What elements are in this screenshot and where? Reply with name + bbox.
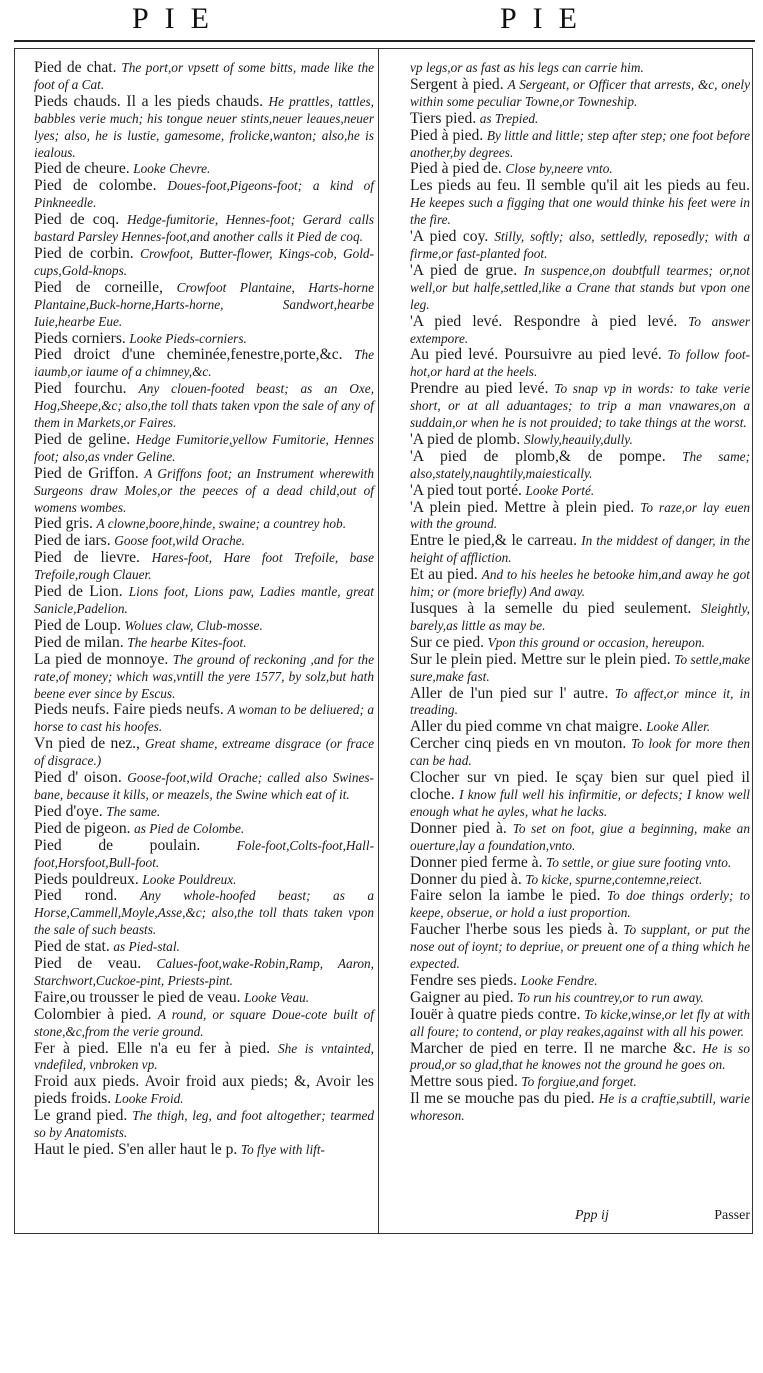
entry-headword: Fendre ses pieds.: [410, 971, 517, 989]
dictionary-entry: [34, 838, 374, 872]
dictionary-entry: [34, 956, 374, 990]
entry-headword: Donner du pied à.: [410, 870, 522, 888]
dictionary-entry: [410, 77, 750, 111]
entry-definition: as Trepied.: [479, 110, 539, 126]
entry-definition: To settle,make sure,make fast.: [410, 651, 750, 684]
entry-headword: Colombier à pied.: [34, 1005, 152, 1023]
dictionary-entry: [34, 652, 374, 703]
entry-definition: To set on foot, giue a beginning, make an ouerture,lay a foundation,vnto.: [410, 820, 750, 853]
dictionary-entry: [410, 347, 750, 381]
dictionary-entry: [410, 314, 750, 348]
entry-definition: The same; also,stately,naughtily,maiestically.: [410, 448, 751, 481]
entry-definition: A Sergeant, or Officer that arrests, &c, onely within some peculiar Towne,or Towneship.: [410, 76, 750, 109]
dictionary-entry: [410, 449, 750, 483]
entry-headword: Sur ce pied.: [410, 633, 485, 651]
dictionary-entry: [410, 533, 750, 567]
entry-definition: The ground of reckoning ,and for the rate,of money; which was,vntill the yere 1577, by solz,but hath beene ever since by Escus.: [34, 651, 374, 701]
entry-headword: Pieds corniers.: [34, 329, 126, 347]
entry-definition: Looke Veau.: [244, 989, 310, 1005]
entry-definition: To affect,or mince it, in treading.: [410, 685, 751, 718]
entry-definition: Stilly, softly; also, settledly, reposedly; with a firme,or fast-planted foot.: [410, 229, 751, 261]
entry-definition: Crowfoot, Butter-flower, Kings-cob, Gold-cups,Gold-knops.: [34, 245, 374, 278]
dictionary-entry: [34, 939, 374, 956]
entry-definition: Looke Porté.: [525, 482, 595, 498]
dictionary-entry: [34, 618, 374, 635]
dictionary-entry: [34, 516, 374, 533]
entry-headword: Marcher de pied en terre. Il ne marche &c.: [410, 1039, 696, 1057]
dictionary-entry: [410, 652, 750, 686]
column-divider: [378, 48, 379, 1234]
entry-definition: Doues-foot,Pigeons-foot; a kind of Pinkneedle.: [34, 178, 375, 211]
entry-definition: Looke Chevre.: [133, 161, 211, 177]
dictionary-entry: [410, 567, 750, 601]
dictionary-entry: [34, 1108, 374, 1142]
dictionary-entry: [410, 1007, 750, 1041]
entry-headword: 'A pied de plomb,& de pompe.: [410, 447, 666, 465]
entry-definition: Looke Pouldreux.: [142, 871, 237, 887]
dictionary-entry: [410, 855, 750, 872]
entry-headword: Le grand pied.: [34, 1107, 128, 1125]
entry-headword: Pied de milan.: [34, 633, 124, 651]
dictionary-entry: [410, 432, 750, 449]
entry-headword: 'A pied de grue.: [410, 261, 518, 279]
entry-definition: In the middest of danger, in the height of affliction.: [410, 533, 751, 566]
entry-definition: Vpon this ground or occasion, hereupon.: [487, 634, 705, 650]
dictionary-entry: [34, 246, 374, 280]
entry-headword: 'A pied de plomb.: [410, 430, 521, 448]
entry-definition: To answer extempore.: [410, 313, 750, 346]
dictionary-entry: [410, 1091, 750, 1125]
dictionary-entry: [410, 263, 750, 314]
dictionary-entry: [410, 161, 750, 178]
entry-definition: Close by,neere vnto.: [505, 161, 613, 177]
entry-definition: He is a craftie,subtill, warie whoreson.: [410, 1091, 751, 1124]
signature-mark: Ppp ij: [575, 1208, 609, 1223]
entry-headword: Faire selon la iambe le pied.: [410, 887, 601, 905]
entry-headword: Pied fourchu.: [34, 380, 127, 398]
entry-headword: Pieds neufs. Faire pieds neufs.: [34, 701, 224, 719]
entry-headword: La pied de monnoye.: [34, 650, 169, 668]
dictionary-entry: [410, 686, 750, 720]
dictionary-entry: [34, 1074, 374, 1108]
dictionary-entry: [34, 872, 374, 889]
entry-definition: I know full well his infirmitie, or defects; I know well enough what he ayles, what he lacks.: [410, 786, 750, 819]
entry-definition: In suspence,on doubtfull tearmes; or,not well,or but halfe,settled,like a Crane that stands but vpon one leg.: [410, 262, 750, 312]
entry-headword: Pied de lievre.: [34, 549, 140, 567]
entry-headword: Et au pied.: [410, 566, 478, 584]
entry-definition: He keepes such a figging that one would thinke his feet were in the fire.: [410, 195, 750, 228]
dictionary-entry: [34, 331, 374, 348]
entry-definition: He is so proud,or so glad,that he knowes not the ground he goes on.: [410, 1040, 750, 1073]
dictionary-entry: [34, 178, 374, 212]
entry-headword: Froid aux pieds. Avoir froid aux pieds; &, Avoir les pieds froids.: [34, 1073, 374, 1108]
entry-definition: vp legs,or as fast as his legs can carrie him.: [410, 60, 644, 75]
dictionary-entry: [34, 347, 374, 381]
dictionary-entry: [410, 922, 750, 973]
entry-definition: Hedge Fumitorie,yellow Fumitorie, Hennes foot; also,as vnder Geline.: [34, 431, 374, 464]
dictionary-entry: [34, 1007, 374, 1041]
entry-headword: Pied de pigeon.: [34, 819, 131, 837]
entry-definition: Sleightly, barely,as little as may be.: [410, 601, 750, 633]
dictionary-entry: [34, 60, 374, 94]
entry-headword: Tiers pied.: [410, 109, 477, 127]
entry-headword: 'A pied tout porté.: [410, 481, 522, 499]
dictionary-entry: [34, 821, 374, 838]
entry-definition: The iaumb,or iaume of a chimney,&c.: [34, 347, 375, 380]
entry-headword: Pied à pied.: [410, 126, 484, 144]
entry-definition: To run his countrey,or to run away.: [517, 989, 704, 1005]
entry-headword: Donner pied ferme à.: [410, 853, 543, 871]
dictionary-entry: [410, 128, 750, 162]
entry-headword: Pied de corbin.: [34, 244, 134, 262]
entry-definition: A Griffons foot; an Instrument wherewith Surgeons draw Moles,or the peeces of a dead child,out of womens wombes.: [34, 465, 374, 515]
entry-definition: Hares-foot, Hare foot Trefoile, base Trefoile,rough Clauer.: [34, 550, 374, 583]
entry-headword: Pieds pouldreux.: [34, 870, 139, 888]
entry-headword: Pied de veau.: [34, 955, 142, 973]
entry-headword: Pied d' oison.: [34, 769, 122, 787]
entry-headword: Pied de colombe.: [34, 177, 157, 195]
dictionary-entry: [410, 973, 750, 990]
entry-headword: Iusques à la semelle du pied seulement.: [410, 600, 692, 617]
entry-definition: To forgiue,and forget.: [521, 1074, 637, 1090]
left-column: [34, 60, 374, 1159]
dictionary-entry: [34, 161, 374, 178]
entry-headword: Haut le pied. S'en aller haut le p.: [34, 1141, 238, 1158]
header-rule: [14, 40, 755, 42]
entry-headword: Pied gris.: [34, 515, 93, 533]
dictionary-entry: [34, 990, 374, 1007]
entry-definition: To kicke,winse,or let fly at with all foure; to contend, or play reakes,against with all his power.: [410, 1006, 750, 1039]
entry-headword: Pied droict d'une cheminée,fenestre,porte,&c.: [34, 346, 343, 364]
entry-definition: The thigh, leg, and foot altogether; tearmed so by Anatomists.: [34, 1108, 374, 1141]
entry-definition: Wolues claw, Club-mosse.: [124, 617, 263, 633]
entry-definition: To flye with lift-: [240, 1142, 325, 1157]
entry-definition: Goose foot,wild Orache.: [114, 533, 245, 549]
entry-definition: as Pied-stal.: [113, 939, 180, 955]
entry-headword: Pied de Loup.: [34, 616, 122, 634]
dictionary-entry: [410, 483, 750, 500]
entry-headword: Aller du pied comme vn chat maigre.: [410, 718, 643, 736]
entry-headword: Faire,ou trousser le pied de veau.: [34, 988, 241, 1006]
entry-definition: Looke Froid.: [114, 1091, 184, 1107]
dictionary-entry: [410, 990, 750, 1007]
dictionary-entry: [410, 111, 750, 128]
entry-headword: 'A plein pied. Mettre à plein pied.: [410, 498, 635, 516]
entry-headword: Pied de Griffon.: [34, 464, 139, 482]
running-head-left: PIE: [132, 2, 225, 35]
entry-definition: Looke Fendre.: [520, 972, 598, 988]
entry-definition: Any whole-hoofed beast; as a Horse,Cammell,Moyle,Asse,&c; also,the toll thats taken vpon the sale of such beasts.: [34, 888, 375, 938]
dictionary-entry: [410, 229, 750, 263]
dictionary-entry: [410, 736, 750, 770]
dictionary-entry: [34, 1041, 374, 1075]
entry-definition: And to his heeles he betooke him,and away he got him; or (more briefly) And away.: [410, 567, 750, 600]
dictionary-entry: [34, 1142, 374, 1159]
entry-definition: Slowly,heauily,dully.: [523, 431, 633, 447]
entry-headword: Pieds chauds. Il a les pieds chauds.: [34, 92, 264, 110]
entry-definition: Any clouen-footed beast; as an Oxe, Hog,Sheepe,&c; also,the toll thats taken vpon the sale of any of them in Markets,or Faires.: [34, 381, 375, 431]
dictionary-entry: [410, 872, 750, 889]
entry-definition: To snap vp in words: to take verie short, or at all aduantages; to trip a man vnawares,on a suddain,or when he is not prouided; to take things at the worst.: [410, 381, 751, 431]
dictionary-entry: [34, 888, 374, 939]
dictionary-entry: [34, 533, 374, 550]
dictionary-entry: [34, 584, 374, 618]
entry-headword: Pied de cheure.: [34, 160, 130, 178]
entry-headword: Pied de poulain.: [34, 836, 201, 854]
page-footer: [410, 1208, 750, 1228]
entry-headword: Vn pied de nez.,: [34, 735, 140, 753]
entry-definition: To settle, or giue sure footing vnto.: [546, 854, 732, 870]
entry-definition: Goose-foot,wild Orache; called also Swines-bane, because it kills, or meazels, the Swine which eat of it.: [34, 770, 374, 802]
entry-headword: Pied à pied de.: [410, 160, 502, 178]
dictionary-entry: [34, 381, 374, 432]
entry-definition: Looke Aller.: [646, 719, 711, 735]
dictionary-entry: [34, 804, 374, 821]
entry-headword: 'A pied levé. Respondre à pied levé.: [410, 312, 678, 330]
entry-headword: Pied de geline.: [34, 430, 131, 448]
running-head-right: PIE: [500, 2, 593, 35]
dictionary-entry: [34, 736, 374, 770]
entry-definition: She is vntainted, vndefiled, vnbroken vp.: [34, 1040, 374, 1073]
dictionary-entry: [410, 719, 750, 736]
entry-definition: as Pied de Colombe.: [134, 820, 245, 836]
entry-headword: Clocher sur vn pied. Ie sçay bien sur quel pied il cloche.: [410, 769, 750, 803]
dictionary-entry: [410, 635, 750, 652]
entry-headword: Sergent à pied.: [410, 75, 504, 93]
entry-headword: Il me se mouche pas du pied.: [410, 1090, 595, 1108]
entry-definition: A woman to be deliuered; a horse to cast his hoofes.: [34, 702, 374, 735]
dictionary-entry: [34, 770, 374, 804]
entry-definition: Hedge-fumitorie, Hennes-foot; Gerard calls bastard Parsley Hennes-foot,and another calls it Pied de coq.: [34, 212, 375, 245]
dictionary-entry: [410, 500, 750, 534]
entry-definition: Calues-foot,wake-Robin,Ramp, Aaron, Starchwort,Cuckoe-pint, Priests-pint.: [34, 956, 374, 988]
dictionary-entry: [410, 601, 750, 635]
entry-headword: Mettre sous pied.: [410, 1073, 518, 1091]
dictionary-entry: [34, 212, 374, 246]
entry-headword: Pied de Lion.: [34, 583, 123, 601]
entry-headword: Pied de iars.: [34, 532, 111, 550]
dictionary-entry: [410, 60, 750, 77]
entry-headword: Pied de stat.: [34, 938, 110, 956]
entry-definition: To follow foot-hot,or hard at the heels.: [410, 347, 750, 380]
entry-definition: To kicke, spurne,contemne,reiect.: [525, 871, 703, 887]
dictionary-entry: [410, 1074, 750, 1091]
dictionary-entry: [34, 702, 374, 736]
entry-definition: Fole-foot,Colts-foot,Hall-foot,Horsfoot,Bull-foot.: [34, 837, 374, 870]
entry-headword: Sur le plein pied. Mettre sur le plein pied.: [410, 650, 671, 668]
entry-headword: Aller de l'un pied sur l' autre.: [410, 684, 609, 702]
dictionary-entry: [34, 432, 374, 466]
entry-headword: Iouër à quatre pieds contre.: [410, 1005, 581, 1023]
catchword: Passer: [714, 1208, 750, 1223]
entry-definition: Crowfoot Plantaine, Harts-horne Plantaine,Buck-horne,Harts-horne, Sandwort,hearbe Iuie,hearbe Eue.: [34, 279, 375, 329]
entry-definition: Looke Pieds-corniers.: [129, 330, 247, 346]
entry-headword: Au pied levé. Poursuivre au pied levé.: [410, 346, 662, 364]
entry-headword: Prendre au pied levé.: [410, 380, 549, 398]
dictionary-entry: [410, 178, 750, 229]
entry-headword: Pied rond.: [34, 887, 118, 905]
entry-definition: To supplant, or put the nose out of ioynt; to depriue, or preuent one of a thing which he expected.: [410, 922, 751, 972]
entry-definition: Lions foot, Lions paw, Ladies mantle, great Sanicle,Padelion.: [34, 584, 375, 616]
entry-definition: To raze,or lay euen with the ground.: [410, 499, 750, 532]
dictionary-entry: [34, 635, 374, 652]
dictionary-entry: [410, 888, 750, 922]
entry-headword: Pied de chat.: [34, 59, 117, 76]
entry-headword: Les pieds au feu. Il semble qu'il ait les pieds au feu.: [410, 177, 750, 195]
dictionary-entry: [34, 550, 374, 584]
entry-headword: Pied de coq.: [34, 211, 120, 229]
entry-definition: Great shame, extreame disgrace (or frace of disgrace.): [34, 736, 374, 769]
entry-headword: Donner pied à.: [410, 819, 507, 837]
dictionary-entry: [34, 280, 374, 331]
entry-definition: By little and little; step after step; one foot before another,by degrees.: [410, 127, 750, 160]
dictionary-entry: [410, 381, 750, 432]
entry-headword: Pied d'oye.: [34, 802, 103, 820]
dictionary-entry: [410, 770, 750, 821]
entry-headword: Entre le pied,& le carreau.: [410, 532, 577, 550]
right-column: [410, 60, 750, 1125]
dictionary-entry: [410, 821, 750, 855]
entry-headword: Cercher cinq pieds en vn mouton.: [410, 735, 627, 753]
entry-headword: Fer à pied. Elle n'a eu fer à pied.: [34, 1039, 271, 1057]
entry-definition: The hearbe Kites-foot.: [127, 634, 247, 650]
entry-definition: He prattles, tattles, babbles verie much; his tongue neuer stints,neuer leaues,neuer lyes; also, he is lustie, gamesome, frolicke,wanton; also,he is iealous.: [34, 93, 374, 160]
entry-definition: To look for more then can be had.: [410, 736, 750, 769]
entry-definition: The same.: [106, 803, 161, 819]
entry-definition: The port,or vpsett of some bitts, made like the foot of a Cat.: [34, 60, 375, 92]
dictionary-entry: [410, 1041, 750, 1075]
entry-headword: Faucher l'herbe sous les pieds à.: [410, 921, 619, 939]
entry-definition: To doe things orderly; to keepe, obserue, or hold a iust proportion.: [410, 888, 750, 921]
entry-definition: A clowne,boore,hinde, swaine; a countrey hob.: [96, 516, 347, 532]
entry-definition: A round, or square Doue-cote built of stone,&c,from the verie ground.: [34, 1006, 374, 1039]
entry-headword: Gaigner au pied.: [410, 988, 514, 1006]
entry-headword: Pied de corneille,: [34, 278, 163, 296]
dictionary-entry: [34, 466, 374, 517]
dictionary-entry: [34, 94, 374, 162]
entry-headword: 'A pied coy.: [410, 228, 489, 246]
